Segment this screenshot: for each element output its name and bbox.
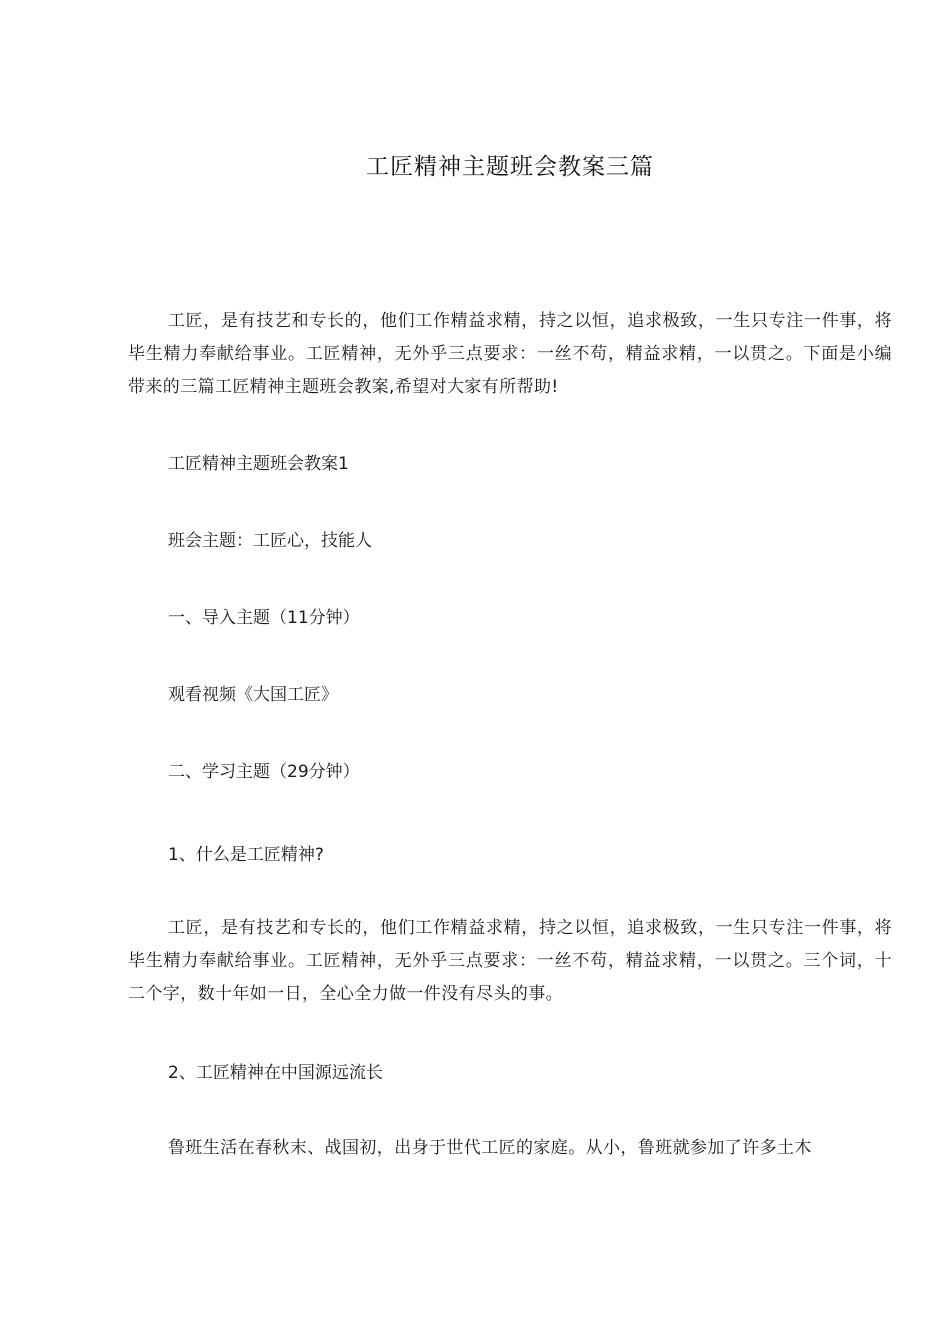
document-title: 工匠精神主题班会教案三篇 <box>366 154 654 180</box>
spacer <box>128 712 892 756</box>
section-heading: 工匠精神主题班会教案1 <box>168 454 349 474</box>
spacer <box>128 635 892 679</box>
q2-heading: 2、工匠精神在中国源远流长 <box>168 1063 383 1083</box>
part2-heading: 二、学习主题（29分钟） <box>168 762 360 782</box>
spacer <box>128 789 892 839</box>
spacer <box>128 404 892 448</box>
spacer <box>128 558 892 602</box>
document-body <box>128 305 892 1165</box>
part1-heading: 一、导入主题（11分钟） <box>168 608 360 628</box>
theme-line: 班会主题：工匠心，技能人 <box>168 531 372 551</box>
spacer <box>128 1011 892 1057</box>
spacer <box>128 872 892 912</box>
intro-paragraph: 工匠，是有技艺和专长的，他们工作精益求精，持之以恒，追求极致，一生只专注一件事，将毕生精力奉献给事业。工匠精神，无外乎三点要求：一丝不苟，精益求精，一以贯之。下面是小编带来的三篇工匠精神主题班会教案,希望对大家有所帮助! <box>128 311 892 397</box>
spacer <box>128 481 892 525</box>
q1-heading: 1、什么是工匠精神? <box>168 845 324 865</box>
part1-content: 观看视频《大国工匠》 <box>168 685 338 705</box>
spacer <box>128 1090 892 1132</box>
q2-paragraph: 鲁班生活在春秋末、战国初，出身于世代工匠的家庭。从小，鲁班就参加了许多土木 <box>168 1138 812 1158</box>
q1-paragraph: 工匠，是有技艺和专长的，他们工作精益求精，持之以恒，追求极致，一生只专注一件事，将毕生精力奉献给事业。工匠精神，无外乎三点要求：一丝不苟，精益求精，一以贯之。三个词，十二个字，数十年如一日，全心全力做一件没有尽头的事。 <box>128 918 892 1004</box>
